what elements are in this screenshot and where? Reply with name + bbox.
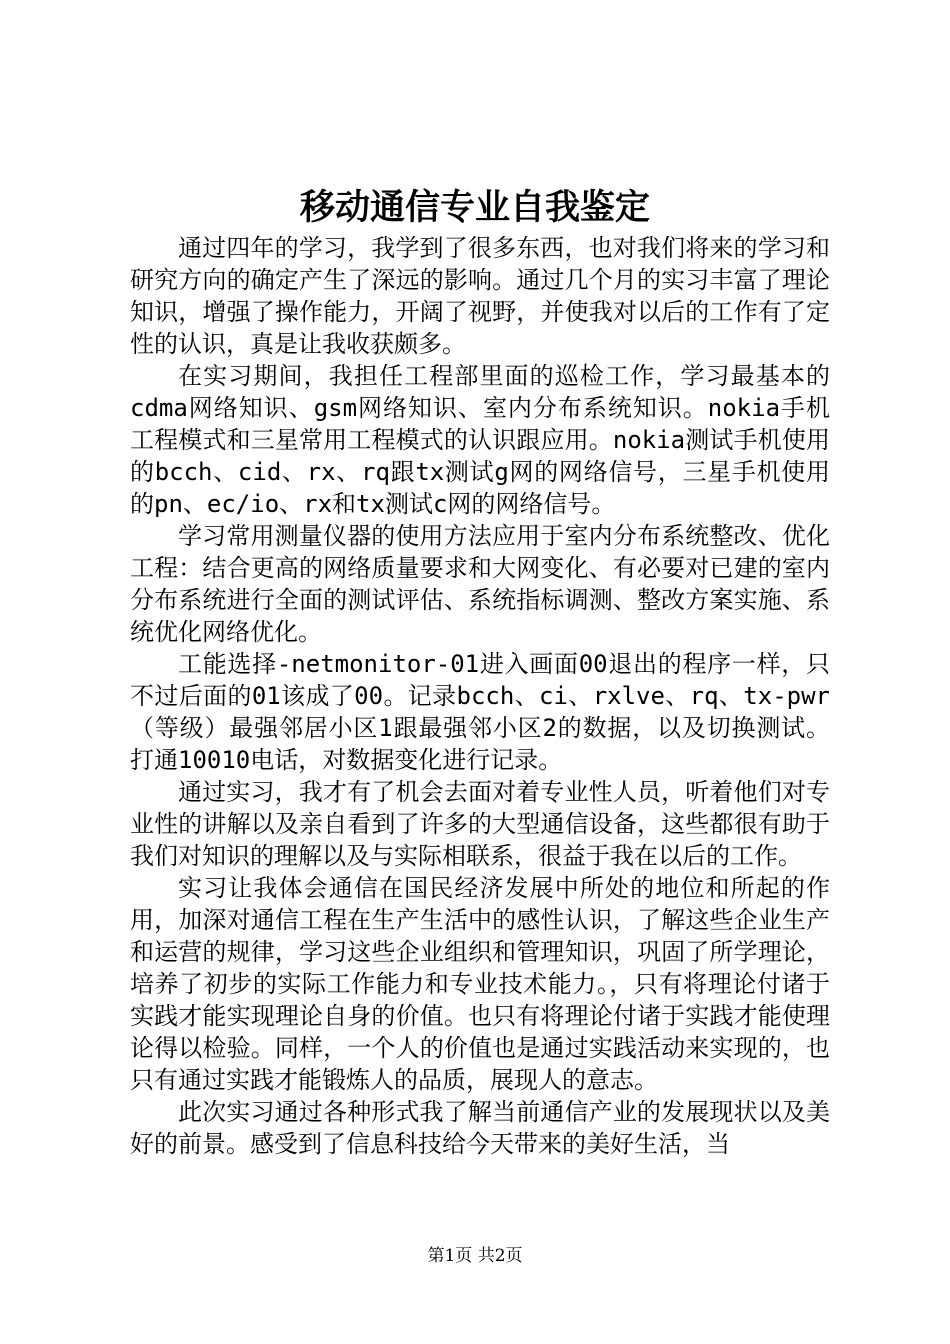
document-body <box>130 232 830 1160</box>
page-number-footer: 第1页 共2页 <box>427 1246 523 1266</box>
paragraph-7: 此次实习通过各种形式我了解当前通信产业的发展现状以及美好的前景。感受到了信息科技给今天带来的美好生活，当 <box>130 1098 830 1158</box>
paragraph-3: 学习常用测量仪器的使用方法应用于室内分布系统整改、优化工程：结合更高的网络质量要求和大网变化、有必要对已建的室内分布系统进行全面的测试评估、系统指标调测、整改方案实施、系统优化网络优化。 <box>130 522 830 646</box>
paragraph-4: 工能选择-netmonitor-01进入画面00退出的程序一样，只不过后面的01该成了00。记录bcch、ci、rxlve、rq、tx-pwr（等级）最强邻居小区1跟最强邻小区2的数据，以及切换测试。打通10010电话，对数据变化进行记录。 <box>130 650 830 774</box>
paragraph-5: 通过实习，我才有了机会去面对着专业性人员，听着他们对专业性的讲解以及亲自看到了许多的大型通信设备，这些都很有助于我们对知识的理解以及与实际相联系，很益于我在以后的工作。 <box>130 778 830 870</box>
paragraph-1: 通过四年的学习，我学到了很多东西，也对我们将来的学习和研究方向的确定产生了深远的影响。通过几个月的实习丰富了理论知识，增强了操作能力，开阔了视野，并使我对以后的工作有了定性的认识，真是让我收获颇多。 <box>130 234 830 358</box>
paragraph-2: 在实习期间，我担任工程部里面的巡检工作，学习最基本的cdma网络知识、gsm网络知识、室内分布系统知识。nokia手机工程模式和三星常用工程模式的认识跟应用。nokia测试手机使用的bcch、cid、rx、rq跟tx测试g网的网络信号，三星手机使用的pn、ec/io、rx和tx测试c网的网络信号。 <box>130 362 830 518</box>
document-title: 移动通信专业自我鉴定 <box>299 188 650 228</box>
paragraph-6: 实习让我体会通信在国民经济发展中所处的地位和所起的作用，加深对通信工程在生产生活中的感性认识，了解这些企业生产和运营的规律，学习这些企业组织和管理知识，巩固了所学理论，培养了初步的实际工作能力和专业技术能力。，只有将理论付诸于实践才能实现理论自身的价值。也只有将理论付诸于实践才能使理论得以检验。同样，一个人的价值也是通过实践活动来实现的，也只有通过实践才能锻炼人的品质，展现人的意志。 <box>130 874 830 1094</box>
